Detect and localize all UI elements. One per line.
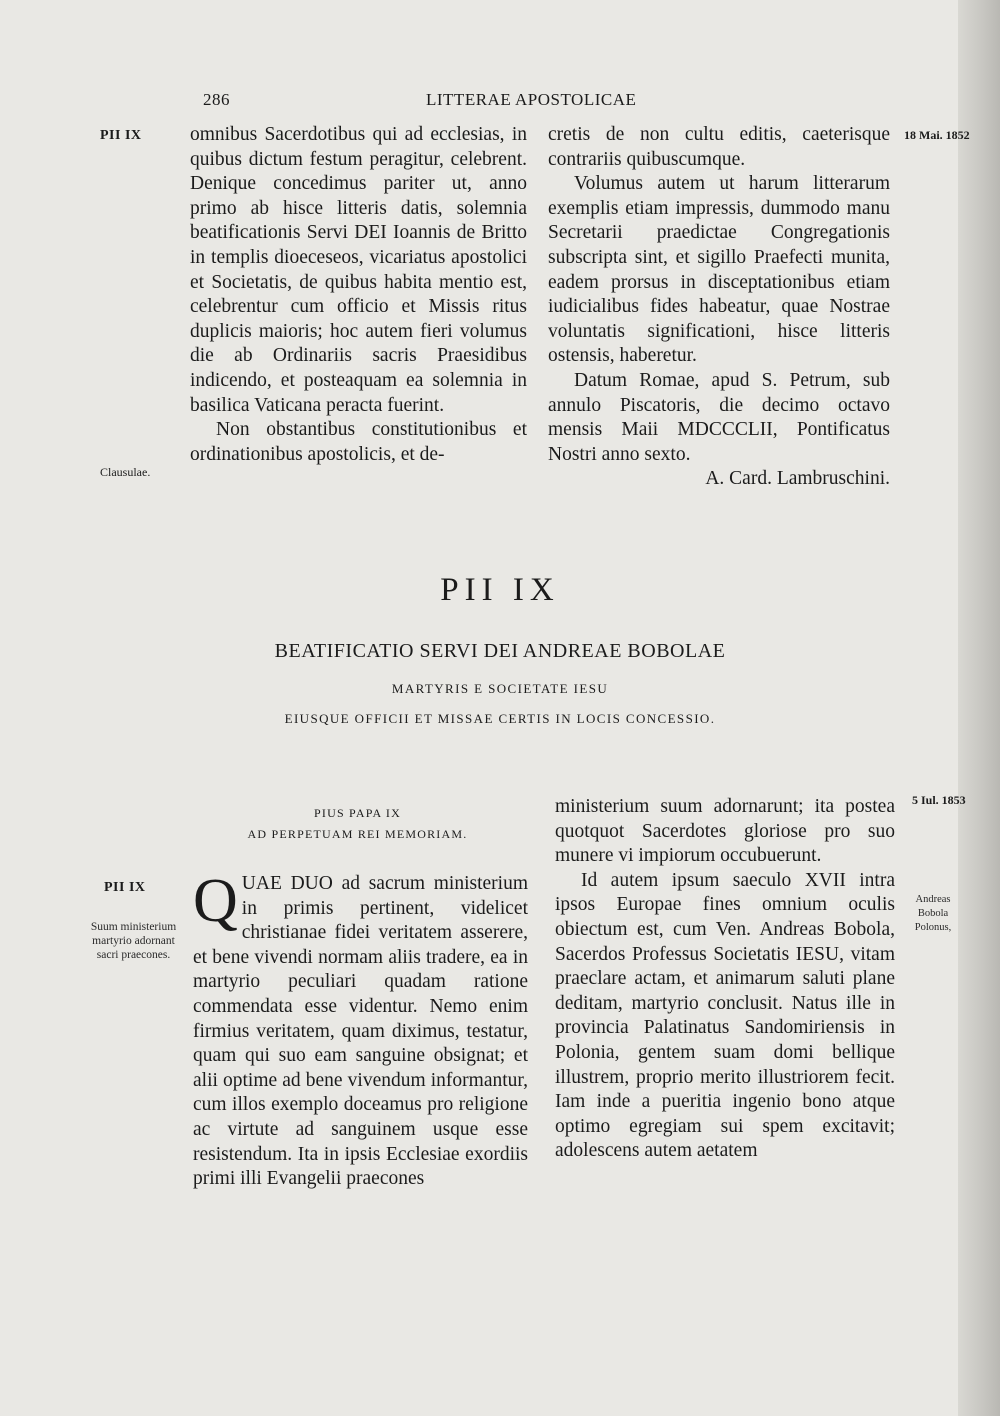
page-number: 286 [203,90,230,109]
address-line-2: AD PERPETUAM REI MEMORIAM. [247,827,468,841]
top-left-column [190,123,527,467]
paragraph: cretis de non cultu editis, caeterisque contrariis quibuscumque. [548,124,890,170]
margin-pii-bottom: PII IX [104,880,146,895]
top-right-column [548,123,890,492]
bottom-left-column [193,867,528,1192]
margin-note-ministerium: Suum ministerium martyrio adornant sacri praecones. [90,921,177,961]
paragraph: Id autem ipsum saeculo XVII intra ipsos Europae fines omnium oculis obiectum est, cum Ven. Andreas Bobola, Sacerdos Professus Societatis IESU, vitam praeclare actam, et animarum saluti plane deditam, martyrio conclusit. Natus ille in provincia Palatinatus Sandomiriensis in Polonia, gentem suam domi bellique illustrem, proprio merito illustriorem fecit. Iam inde a pueritia ingenio bono atque optimo egregiam sui spem excitavit; adolescens autem aetatem [555,869,895,1162]
margin-date-bottom: 5 Iul. 1853 [912,793,966,807]
page-gutter-shadow [958,0,1000,1416]
section-line-3: EIUSQUE OFFICII ET MISSAE CERTIS IN LOCIS CONCESSIO. [284,711,716,726]
paragraph [193,867,528,1192]
paragraph: ministerium suum adornarunt; ita postea quotquot Sacerdotes gloriose pro suo munere vi impiorum occubuerunt. [555,796,895,867]
margin-pii-top: PII IX [100,128,142,143]
margin-note-bobola: Andreas Bobola Polonus, [914,894,952,933]
margin-clausulae: Clausulae. [100,465,151,479]
signature: A. Card. Lambruschini. [705,468,890,490]
section-line-2: MARTYRIS E SOCIETATE IESU [391,681,609,696]
paragraph-text: UAE DUO ad sacrum ministerium in primis pertinent, videlicet christianae fidei veritatem asserere, et bene vivendi normam aliis tradere, ea in martyrio peculiari quadam ratione commendata esse videntur. Nemo enim firmius veritatem, quam diximus, testatur, quam qui suo eam sanguine obsignat; et alii optime ad bene vivendum informantur, cum illos exemplo doceamus pro religione ac virtute ad sanguinem usque esse resistendum. Ita in ipsis Ecclesiae exordiis primi illi Evangelii praecones [193,873,528,1190]
paragraph: Non obstantibus constitutionibus et ordinationibus apostolicis, et de- [190,419,527,465]
paragraph: Datum Romae, apud S. Petrum, sub annulo Piscatoris, die decimo octavo mensis Maii MDCCCLII, Pontificatus Nostri anno sexto. [548,369,890,465]
section-title: PII IX [440,572,560,608]
paragraph: omnibus Sacerdotibus qui ad ecclesias, in quibus dictum festum peragitur, celebrent. Denique concedimus pariter ut, anno primo ab hisce litteris datis, solemnia beatificationis Servi DEI Ioannis de Britto in templis dioeceseos, vicariatus apostolici et Societatis, de quibus habita mentio est, celebrentur cum officio et Missis ritus duplicis maioris; hoc autem fieri volumus die ab Ordinariis sacris Praesidibus indicendo, et posteaquam ea solemnia in basilica Vaticana peracta fuerint. [190,124,527,416]
address-line-1: PIUS PAPA IX [314,806,401,820]
section-subtitle: BEATIFICATIO SERVI DEI ANDREAE BOBOLAE [274,640,726,662]
drop-cap: Q [193,867,238,935]
paragraph: Volumus autem ut harum litterarum exemplis etiam impressis, dummodo manu Secretarii praedictae Congregationis subscripta sint, et sigillo Praefecti munita, eadem prorsus in disceptationibus etiam iudicialibus fides habeatur, quae Nostrae voluntatis significationi, hisce litteris ostensis, haberetur. [548,173,890,367]
running-title: LITTERAE APOSTOLICAE [426,90,637,109]
margin-date-top: 18 Mai. 1852 [904,128,970,142]
bottom-right-column [555,795,895,1164]
